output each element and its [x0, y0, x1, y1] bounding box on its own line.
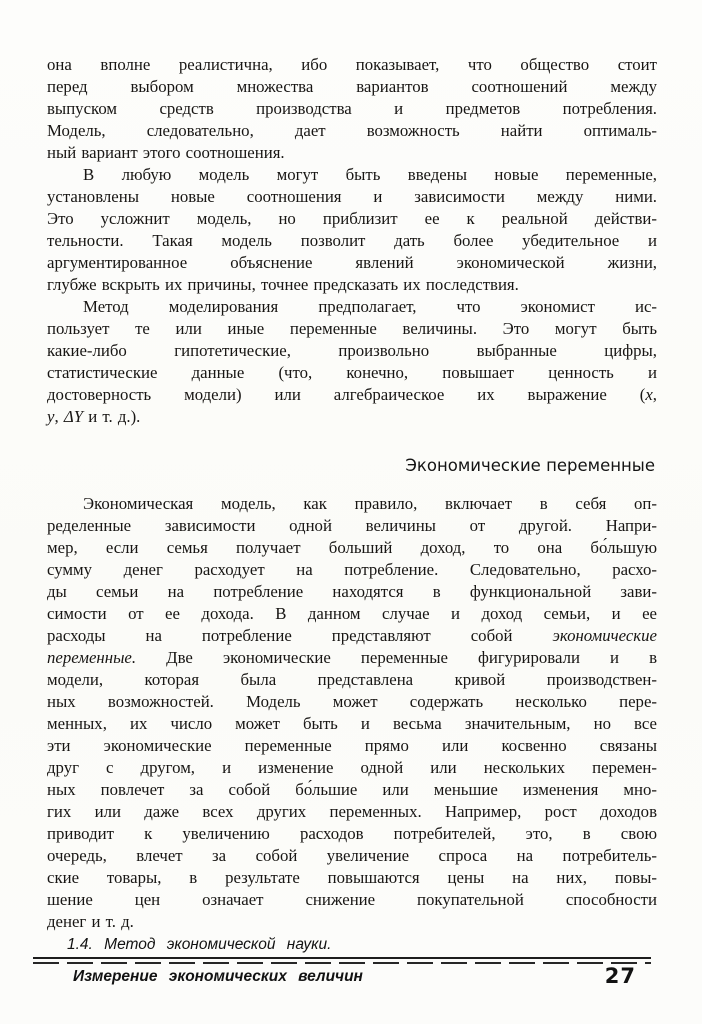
text-line: пользует те или иные переменные величины. Это могут быть: [47, 319, 657, 338]
text-line: Это усложнит модель, но приблизит ее к реальной действи-: [47, 209, 657, 228]
footer-bottom-row: [33, 964, 651, 988]
text-line: эти экономические переменные прямо или косвенно связаны: [47, 736, 657, 755]
text-line: приводит к увеличению расходов потребителей, это, в свою: [47, 824, 657, 843]
text-line: аргументированное объяснение явлений экономической жизни,: [47, 253, 657, 272]
text-line: друг с другом, и изменение одной или нескольких перемен-: [47, 758, 657, 777]
text-line: Модель, следовательно, дает возможность найти оптималь-: [47, 121, 657, 140]
paragraph: [47, 493, 657, 933]
page-footer: [33, 936, 651, 986]
text-line: В любую модель могут быть введены новые переменные,: [83, 165, 657, 184]
text-line: установлены новые соотношения и зависимости между ними.: [47, 187, 657, 206]
paragraph: [47, 296, 657, 428]
text-line: шение цен означает снижение покупательной способности: [47, 890, 657, 909]
text-line: глубже вскрыть их причины, точнее предсказать их последствия.: [47, 275, 519, 294]
text-line: сумму денег расходует на потребление. Следовательно, расхо-: [47, 560, 657, 579]
footer-dashed-rule: [33, 962, 651, 964]
footer-section-number-title: 1.4. Метод экономической науки.: [33, 936, 651, 959]
text-line: Метод моделирования предполагает, что экономист ис-: [83, 297, 657, 316]
text-line: переменные. Две экономические переменные фигурировали и в: [47, 648, 657, 667]
text-line: модели, которая была представлена кривой производствен-: [47, 670, 657, 689]
paragraph: [47, 164, 657, 296]
text-line: выпуском средств производства и предметов потребления.: [47, 99, 657, 118]
text-line: расходы на потребление представляют собой экономические: [47, 626, 657, 645]
page-body-text: [47, 54, 657, 933]
text-line: какие-либо гипотетические, произвольно выбранные цифры,: [47, 341, 657, 360]
text-line: ный вариант этого соотношения.: [47, 143, 285, 162]
text-line: ределенные зависимости одной величины от другой. Напри-: [47, 516, 657, 535]
text-line: достоверность модели) или алгебраическое их выражение (x,: [47, 385, 657, 404]
text-line: ды семьи на потребление находятся в функциональной зави-: [47, 582, 657, 601]
text-line: ных повлечет за собой бо́льшие или меньшие изменения мно-: [47, 780, 657, 799]
text-line: она вполне реалистична, ибо показывает, что общество стоит: [47, 55, 657, 74]
text-line: денег и т. д.: [47, 912, 134, 931]
text-line: симости от ее дохода. В данном случае и доход семьи, и ее: [47, 604, 657, 623]
footer-section-subtitle: Измерение экономических величин: [73, 968, 363, 985]
text-line: тельности. Такая модель позволит дать более убедительное и: [47, 231, 657, 250]
page-number: 27: [604, 964, 636, 988]
paragraph: [47, 54, 657, 164]
text-line: перед выбором множества вариантов соотношений между: [47, 77, 657, 96]
text-line: гих или даже всех других переменных. Например, рост доходов: [47, 802, 657, 821]
text-line: менных, их число может быть и весьма значительным, но все: [47, 714, 657, 733]
text-line: y, ΔY и т. д.).: [47, 407, 141, 426]
text-line: ных возможностей. Модель может содержать несколько пере-: [47, 692, 657, 711]
text-line: Экономическая модель, как правило, включает в себя оп-: [83, 494, 657, 513]
text-line: статистические данные (что, конечно, повышает ценность и: [47, 363, 657, 382]
text-line: ские товары, в результате повышаются цены на них, повы-: [47, 868, 657, 887]
text-line: мер, если семья получает больший доход, то она бо́льшую: [47, 538, 657, 557]
text-line: очередь, влечет за собой увеличение спроса на потребитель-: [47, 846, 657, 865]
section-heading: Экономические переменные: [405, 456, 655, 475]
